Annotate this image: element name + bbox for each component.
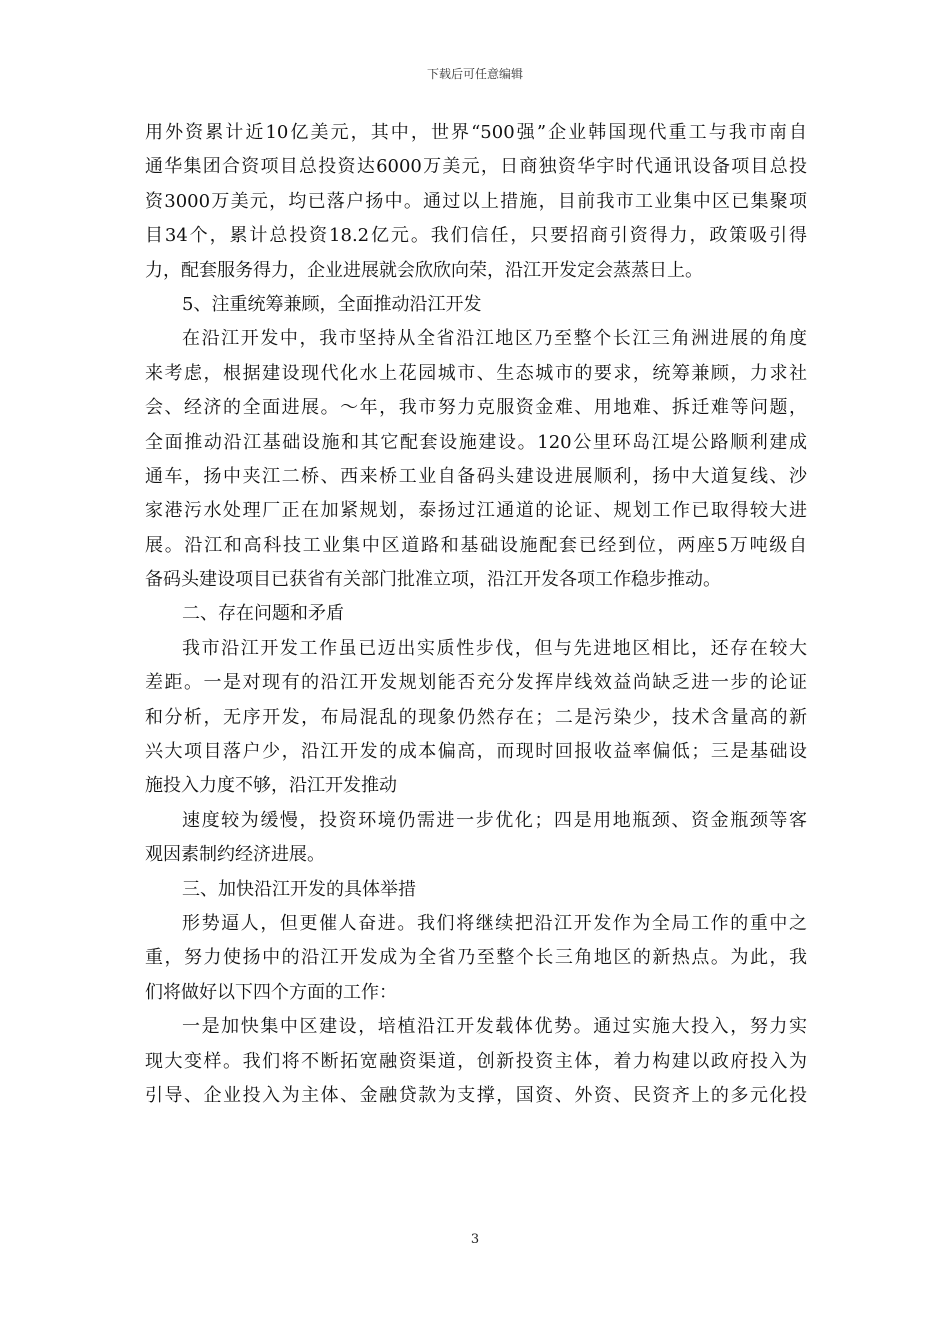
text-line: 家港污水处理厂正在加紧规划，泰扬过江通道的论证、规划工作已取得较大进 <box>145 500 807 522</box>
text-line: 施投入力度不够，沿江开发推动 <box>145 775 397 797</box>
text-line: 目34个，累计总投资18.2亿元。我们信任，只要招商引资得力，政策吸引得 <box>145 225 807 247</box>
text-line: 全面推动沿江基础设施和其它配套设施建设。120公里环岛江堤公路顺利建成 <box>145 431 807 453</box>
text-line: 在沿江开发中，我市坚持从全省沿江地区乃至整个长江三角洲进展的角度 <box>182 328 807 350</box>
text-line: 备码头建设项目已获省有关部门批准立项，沿江开发各项工作稳步推动。 <box>145 569 721 591</box>
section-heading: 5、注重统筹兼顾，全面推动沿江开发 <box>182 293 482 315</box>
text-line: 资3000万美元，均已落户扬中。通过以上措施，目前我市工业集中区已集聚项 <box>145 190 807 212</box>
text-line: 现大变样。我们将不断拓宽融资渠道，创新投资主体，着力构建以政府投入为 <box>145 1050 807 1072</box>
document-body <box>145 116 807 1113</box>
text-line: 兴大项目落户少，沿江开发的成本偏高，而现时回报收益率偏低；三是基础设 <box>145 741 807 763</box>
page-header: 下载后可任意编辑 <box>426 67 523 81</box>
text-line: 我市沿江开发工作虽已迈出实质性步伐，但与先进地区相比，还存在较大 <box>182 637 807 659</box>
text-line: 形势逼人，但更催人奋进。我们将继续把沿江开发作为全局工作的重中之 <box>182 912 807 934</box>
text-line: 引导、企业投入为主体、金融贷款为支撑，国资、外资、民资齐上的多元化投 <box>145 1084 807 1106</box>
text-line: 力，配套服务得力，企业进展就会欣欣向荣，沿江开发定会蒸蒸日上。 <box>145 259 703 281</box>
section-heading: 三、加快沿江开发的具体举措 <box>182 878 416 900</box>
text-line: 来考虑，根据建设现代化水上花园城市、生态城市的要求，统筹兼顾，力求社 <box>145 362 807 384</box>
text-line: 用外资累计近10亿美元，其中，世界“500强”企业韩国现代重工与我市南自 <box>145 122 807 143</box>
text-line: 展。沿江和高科技工业集中区道路和基础设施配套已经到位，两座5万吨级自 <box>145 534 807 556</box>
page-number: 3 <box>470 1232 480 1247</box>
text-line: 重，努力使扬中的沿江开发成为全省乃至整个长三角地区的新热点。为此，我 <box>145 947 807 969</box>
text-line: 一是加快集中区建设，培植沿江开发载体优势。通过实施大投入，努力实 <box>182 1016 807 1038</box>
text-line: 们将做好以下四个方面的工作： <box>145 981 397 1003</box>
section-heading: 二、存在问题和矛盾 <box>182 603 344 625</box>
text-line: 和分析，无序开发，布局混乱的现象仍然存在；二是污染少，技术含量高的新 <box>145 706 807 728</box>
text-line: 通华集团合资项目总投资达6000万美元，日商独资华宇时代通讯设备项目总投 <box>145 156 807 178</box>
text-line: 差距。一是对现有的沿江开发规划能否充分发挥岸线效益尚缺乏进一步的论证 <box>145 672 807 694</box>
text-line: 会、经济的全面进展。～年，我市努力克服资金难、用地难、拆迁难等问题， <box>145 397 807 419</box>
text-line: 速度较为缓慢，投资环境仍需进一步优化；四是用地瓶颈、资金瓶颈等客 <box>182 809 807 831</box>
text-line: 通车，扬中夹江二桥、西来桥工业自备码头建设进展顺利，扬中大道复线、沙 <box>145 465 807 487</box>
text-line: 观因素制约经济进展。 <box>145 844 325 866</box>
